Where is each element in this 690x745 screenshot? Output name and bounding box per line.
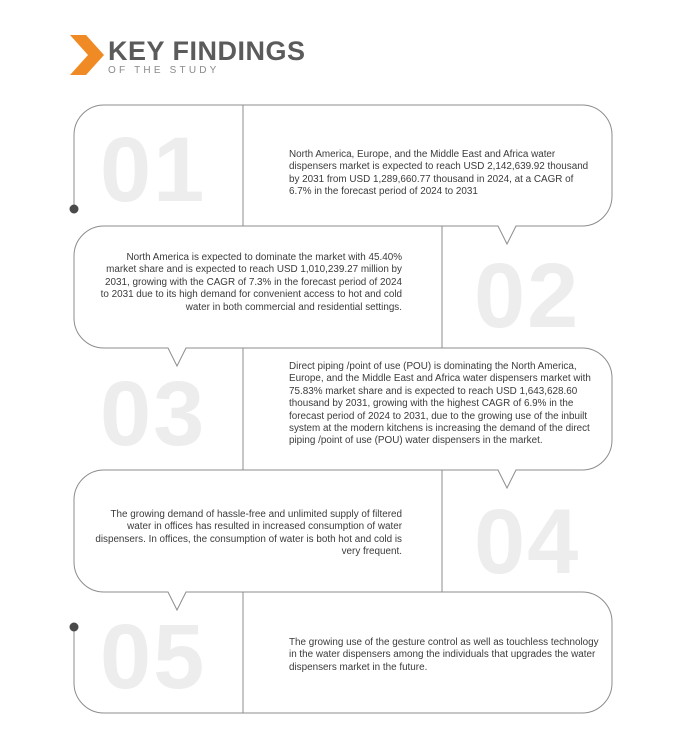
finding-text-02: North America is expected to dominate the market with 45.40% market share and is expected to reach USD 1,010,239.27 million by 2031, growing with the CAGR of 7.3% in the forecast period of 2024 to 2031 due to its high demand for convenient access to hot and cold water in both commercial and residential settings. [100,252,402,313]
page-title: KEY FINDINGS [108,36,306,66]
finding-text-05: The growing use of the gesture control as well as touchless technology in the water dispensers among the individuals that upgrades the water dispensers market in the future. [289,637,599,673]
finding-text-01: North America, Europe, and the Middle East and Africa water dispensers market is expected to reach USD 2,142,639.92 thousand by 2031 from USD 1,289,660.77 thousand in 2024, at a CAGR of 6.7% in the forecast period of 2024 to 2031 [289,149,589,198]
finding-number-02: 02 [474,245,581,347]
finding-number-04: 04 [474,491,581,593]
finding-number-03: 03 [100,363,207,465]
timeline-start-dot [70,205,79,214]
finding-text-04: The growing demand of hassle-free and unlimited supply of filtered water in offices has resulted in increased consumption of water dispensers. In offices, the consumption of water is both hot and cold is very frequent. [95,509,402,558]
timeline-end-dot [70,623,79,632]
finding-number-05: 05 [100,606,207,708]
finding-number-01: 01 [100,119,207,221]
finding-text-03: Direct piping /point of use (POU) is dominating the North America, Europe, and the Middle East and Africa water dispensers market with 75.83% market share and is expected to reach USD 1,643,628.60 thousand by 2031, growing with the highest CAGR of 6.9% in the forecast period of 2024 to 2031, due to the growing use of the inbuilt system at the modern kitchens is increasing the demand of the direct piping /point of use (POU) water dispensers in the market. [289,361,591,447]
page-subtitle: OF THE STUDY [108,65,220,76]
